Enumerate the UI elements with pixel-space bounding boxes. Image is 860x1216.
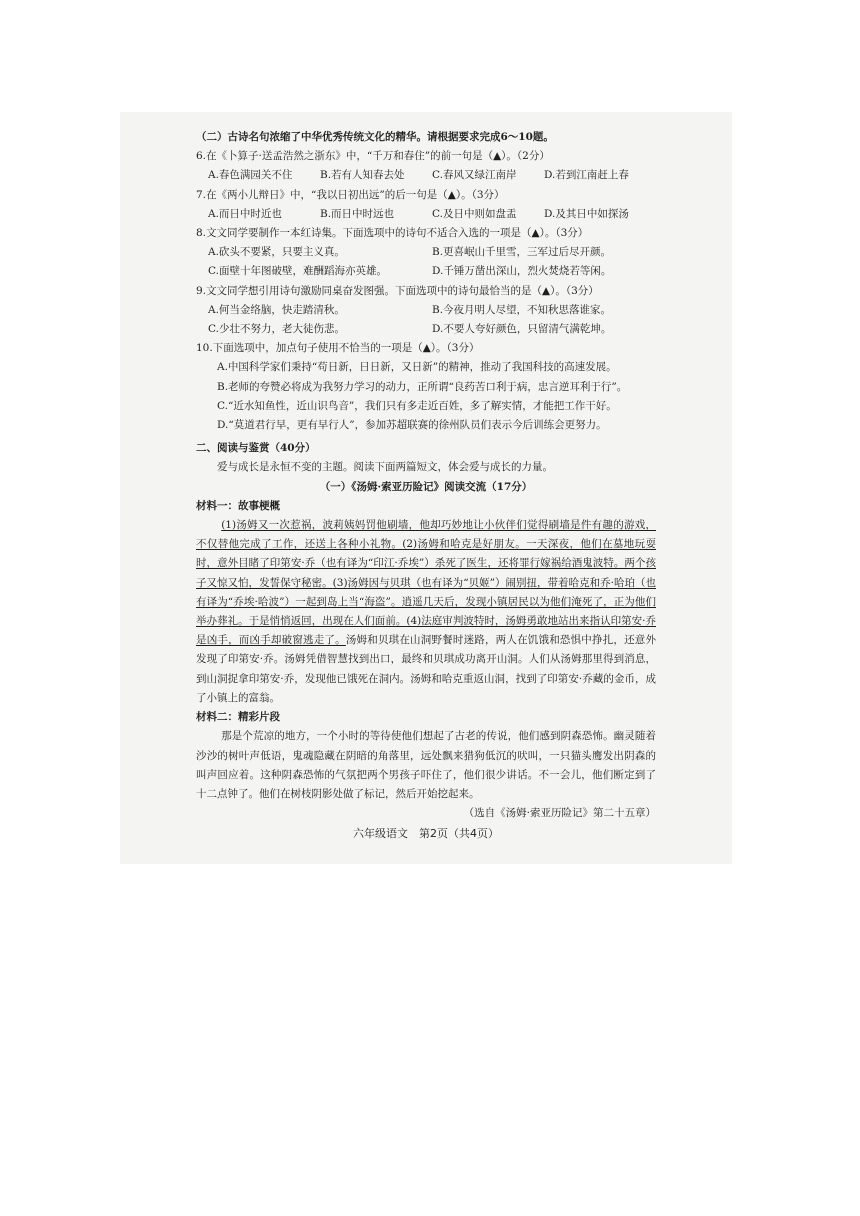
option-a: A.何当金络脑，快走踏清秋。 (208, 303, 345, 316)
option-c: C.及日中则如盘盂 (432, 207, 517, 220)
question-9-options-row2 (196, 320, 656, 339)
option-a: A.而日中时近也 (208, 207, 282, 220)
summary-part-2: (2)汤姆和哈克是好朋友。一天深夜，他们在墓地玩耍时，意外目睹了印第安·乔（也有译为“印江·乔埃”）杀死了医生，还将罪行嫁祸给酒鬼波特。两个孩子又惊又怕，发誓保守秘密。 (196, 538, 657, 589)
option-d: D.“莫道君行早，更有早行人”，参加苏超联赛的徐州队员们表示今后训练会更努力。 (217, 419, 607, 432)
option-d: D.及其日中如探汤 (544, 207, 629, 220)
summary-part-4: (4)法庭审判波特时，汤姆勇敢地站出来指认印第安·乔是凶手，而凶手却破窗逃走了。 (196, 615, 657, 647)
option-a: A.中国科学家们秉持“苟日新，日日新，又日新”的精神，推动了我国科技的高速发展。 (217, 361, 617, 374)
option-d: D.若到江南赶上春 (544, 169, 629, 182)
material2-source: （选自《汤姆·索亚历险记》第二十五章） (463, 807, 656, 820)
option-c: C.面壁十年图破壁，难酬蹈海亦英雄。 (208, 265, 387, 278)
summary-part-5: 汤姆和贝琪在山洞野餐时迷路，两人在饥饿和恐惧中挣扎，还意外发现了印第安·乔。汤姆凭借智慧找到出口，最终和贝琪成功离开山洞。人们从汤姆那里得到消息，到山洞捉拿印第安·乔，发现他已饿死在洞内。汤姆和哈克重返山洞，找到了印第安·乔藏的金币，成了小镇上的富翁。 (196, 634, 657, 704)
option-b: B.老师的夸赞必将成为我努力学习的动力，正所谓“良药苦口利于病，忠言逆耳利于行”。 (217, 380, 628, 393)
question-9-stem: 9.文文同学想引用诗句激励同桌奋发图强。下面选项中的诗句最恰当的是（▲）。（3分） (196, 284, 599, 297)
option-b: B.若有人知春去处 (320, 169, 405, 182)
question-9-options-row1 (196, 301, 656, 320)
option-a: A.春色满园关不住 (208, 169, 293, 182)
reading1-title: （一）《汤姆·索亚历险记》阅读交流（17分） (319, 480, 533, 493)
option-d: D.不要人夸好颜色，只留清气满乾坤。 (432, 323, 612, 336)
section-intro: （二）古诗名句浓缩了中华优秀传统文化的精华。请根据要求完成6～10题。 (196, 131, 554, 143)
option-b: B.更喜岷山千里雪，三军过后尽开颜。 (432, 246, 612, 259)
page-footer: 六年级语文 第2页（共4页） (353, 827, 499, 840)
question-8-options-row1 (196, 243, 656, 262)
option-c: C.少壮不努力，老大徒伤悲。 (208, 323, 345, 336)
material2-label: 材料二：精彩片段 (196, 711, 280, 724)
option-d: D.千锤万凿出深山，烈火焚烧若等闲。 (432, 265, 612, 278)
summary-part-1: (1)汤姆又一次惹祸，波莉姨妈罚他刷墙，他却巧妙地让小伙伴们觉得刷墙是件有趣的游戏，不仅替他完成了工作，还送上各种小礼物。 (196, 519, 656, 551)
question-6-stem: 6.在《卜算子·送孟浩然之浙东》中，“千万和春住”的前一句是（▲）。（2分） (196, 150, 550, 163)
material1-label: 材料一：故事梗概 (196, 499, 280, 512)
question-8-stem: 8.文文同学要制作一本红诗集。下面选项中的诗句不适合入选的一项是（▲）。（3分） (196, 227, 589, 240)
exam-page (196, 128, 656, 823)
question-7-options (196, 205, 656, 224)
option-b: B.今夜月明人尽望，不知秋思落谁家。 (432, 303, 612, 316)
material1-summary (196, 516, 656, 708)
material2-text: 那是个荒凉的地方，一个小时的等待使他们想起了古老的传说，他们感到阴森恐怖。幽灵随着沙沙的树叶声低语，鬼魂隐藏在阴暗的角落里，远处飘来猎狗低沉的吠叫，一只猫头鹰发出阴森的叫声回应着。这种阴森恐怖的气氛把两个男孩子吓住了，他们很少讲话。不一会儿，他们断定到了十二点钟了。他们在树枝阴影处做了标记，然后开始挖起来。 (196, 730, 656, 800)
summary-part-3: (3)汤姆因与贝琪（也有译为“贝姬”）闹别扭，带着哈克和乔·哈珀（也有译为“乔埃·哈波”）一起到岛上当“海盗”。逍遥几天后，发现小镇居民以为他们淹死了，正为他们举办葬礼。于是悄悄返回，出现在人们面前。 (196, 576, 657, 628)
question-7-stem: 7.在《两小儿辩日》中，“我以日初出远”的后一句是（▲）。（3分） (196, 188, 505, 201)
option-c: C.“近水知鱼性，近山识鸟音”，我们只有多走近百姓，多了解实情，才能把工作干好。 (217, 399, 617, 412)
question-6-options (196, 166, 656, 185)
question-10-stem: 10.下面选项中，加点句子使用不恰当的一项是（▲）。（3分） (196, 342, 480, 355)
question-8-options-row2 (196, 262, 656, 281)
part2-intro: 爱与成长是永恒不变的主题。阅读下面两篇短文，体会爱与成长的力量。 (217, 461, 553, 474)
option-c: C.春风又绿江南岸 (432, 169, 517, 182)
part2-heading: 二、阅读与鉴赏（40分） (196, 442, 316, 455)
option-a: A.砍头不要紧，只要主义真。 (208, 246, 345, 259)
option-b: B.而日中时远也 (320, 207, 395, 220)
